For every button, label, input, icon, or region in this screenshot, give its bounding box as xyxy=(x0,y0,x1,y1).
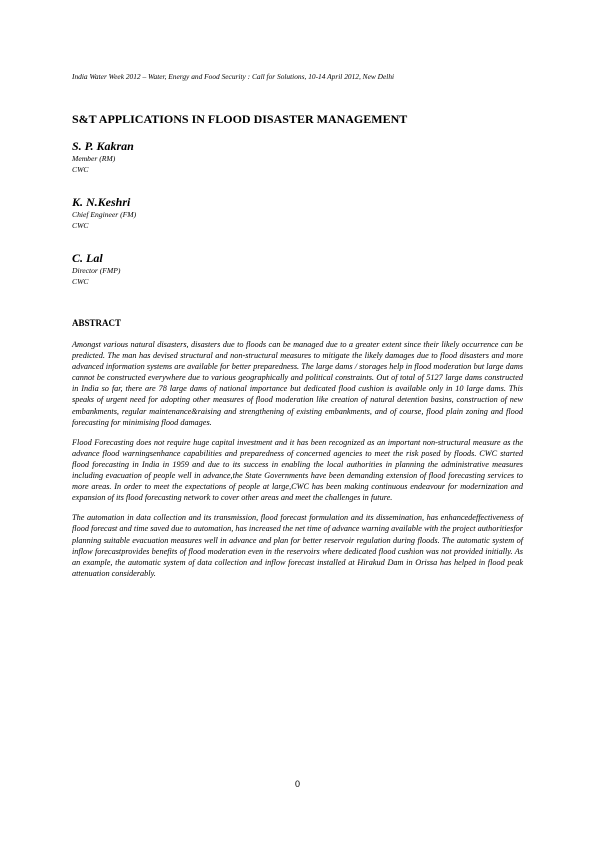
abstract-paragraph-2: Flood Forecasting does not require huge capital investment and it has been recognized as an important non-structural measure as the advance flood warningsenhance capabilities and preparedness of concerned agencies to meet the risk posed by floods. CWC started flood forecasting in India in 1959 and due to its success in enabling the local authorities in planning the administrative measures including evacuation of people well in advance,the State Governments have been demanding extension of flood forecasting services to more areas. In order to meet the expectations of people at large,CWC has been making continuous endeavour for modernization and expansion of its flood forecasting network to cover other areas and meet the challenges in future. xyxy=(72,437,523,503)
author-organization: CWC xyxy=(72,220,89,230)
author-designation: Director (FMP) xyxy=(72,266,121,275)
author-designation: Chief Engineer (FM) xyxy=(72,210,137,219)
abstract-paragraph-3: The automation in data collection and its transmission, flood forecast formulation and its dissemination, has enhancedeffectiveness of flood forecast and time saved due to automation, has increased the net time of advance warning available with the project authoritiesfor planning suitable evacuation measures well in advance and plan for better reservoir regulation during floods. The automatic system of inflow forecastprovides benefits of flood moderation even in the reservoirs where dedicated flood cushion was not provided initially. As an example, the automatic system of data collection and inflow forecast installed at Hirakud Dam in Orissa has helped in flood peak attenuation considerably. xyxy=(72,513,523,578)
author-name: K. N.Keshri xyxy=(72,195,131,209)
abstract-heading: ABSTRACT xyxy=(72,318,122,328)
paper-title: S&T APPLICATIONS IN FLOOD DISASTER MANAGEMENT xyxy=(72,112,408,126)
author-designation: Member (RM) xyxy=(72,154,116,163)
running-header: India Water Week 2012 – Water, Energy and Food Security : Call for Solutions, 10-14 April 2012, New Delhi xyxy=(72,72,395,81)
author-organization: CWC xyxy=(72,276,89,286)
author-organization: CWC xyxy=(72,164,89,174)
author-block-3 xyxy=(72,250,372,287)
author-block-2 xyxy=(72,194,372,231)
author-block-1 xyxy=(72,138,372,175)
page-number: 0 xyxy=(294,779,300,789)
author-name: C. Lal xyxy=(72,251,103,265)
abstract-paragraph-1: Amongst various natural disasters, disasters due to floods can be managed due to a greater extent since their likely occurrence can be predicted. The man has devised structural and non-structural measures to mitigate the likely damages due to flood disasters and more advanced information systems are available for better preparedness. The large dams / storages help in flood moderation but large dams cannot be constructed everywhere due to various geographically and political constraints. Out of total of 5127 large dams constructed in India so far, there are 78 large dams of national importance but dedicated flood cushion is available only in 10 large dams. This speaks of urgent need for adopting other measures of flood moderation like creation of natural detention basins, construction of new embankments, regular maintenance&raising and strengthening of existing embankments, and of course, flood plain zoning and flood forecasting for minimising flood damages. xyxy=(72,340,523,427)
author-name: S. P. Kakran xyxy=(72,139,134,153)
abstract-body xyxy=(72,339,523,588)
